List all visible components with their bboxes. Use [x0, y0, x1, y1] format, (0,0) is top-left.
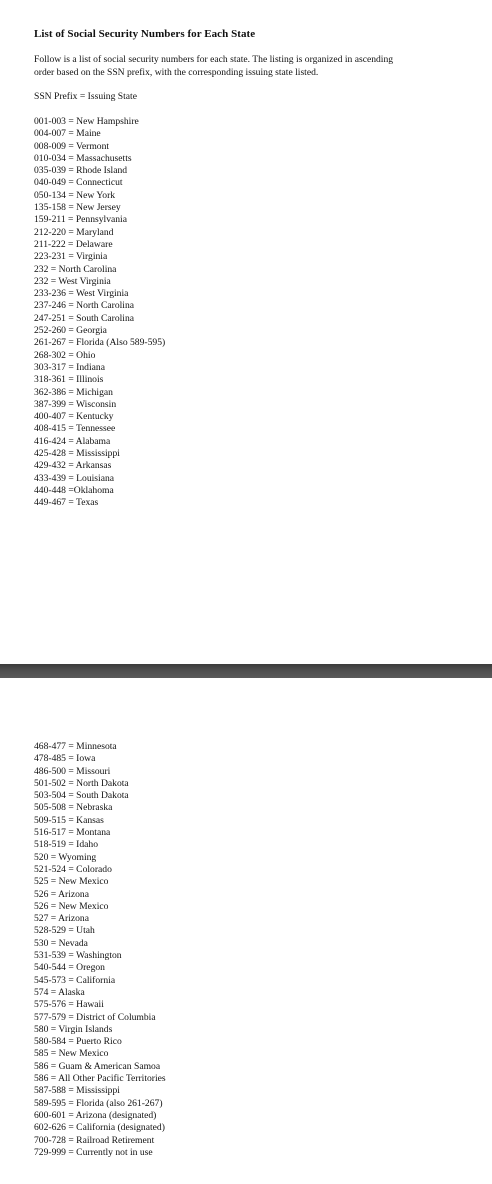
page-separator [0, 664, 492, 678]
ssn-entry: 408-415 = Tennessee [34, 423, 116, 435]
ssn-entry: 425-428 = Mississippi [34, 448, 120, 460]
ssn-entry: 247-251 = South Carolina [34, 312, 135, 324]
ssn-entry: 729-999 = Currently not in use [34, 1146, 153, 1158]
ssn-entry: 440-448 =Oklahoma [34, 484, 114, 496]
ssn-entry: 545-573 = California [34, 974, 116, 986]
ssn-entry: 001-003 = New Hampshire [34, 116, 139, 127]
ssn-entry: 518-519 = Idaho [34, 839, 99, 851]
ssn-entry: 433-439 = Louisiana [34, 472, 115, 484]
ssn-entry: 429-432 = Arkansas [34, 460, 112, 472]
ssn-entry: 589-595 = Florida (also 261-267) [34, 1097, 163, 1109]
ssn-entry: 540-544 = Oregon [34, 962, 105, 974]
ssn-entry: 580 = Virgin Islands [34, 1023, 113, 1035]
ssn-prefix-list-page-2 [34, 741, 166, 1159]
ssn-entry: 159-211 = Pennsylvania [34, 214, 127, 226]
ssn-entry: 587-588 = Mississippi [34, 1085, 120, 1097]
ssn-entry: 252-260 = Georgia [34, 325, 107, 337]
ssn-entry: 700-728 = Railroad Retirement [34, 1134, 155, 1146]
ssn-entry: 503-504 = South Dakota [34, 790, 129, 802]
ssn-entry: 008-009 = Vermont [34, 140, 110, 152]
ssn-entry: 212-220 = Maryland [34, 226, 114, 238]
ssn-entry: 505-508 = Nebraska [34, 802, 113, 814]
ssn-entry: 318-361 = Illinois [34, 374, 104, 386]
ssn-entry: 577-579 = District of Columbia [34, 1011, 156, 1023]
ssn-entry: 528-529 = Utah [34, 925, 95, 937]
intro-line: Follow is a list of social security numbers for each state. The listing is organized in ascending [34, 54, 394, 65]
ssn-entry: 261-267 = Florida (Also 589-595) [34, 337, 166, 349]
ssn-prefix-list-page-1 [34, 116, 165, 510]
ssn-entry: 600-601 = Arizona (designated) [34, 1109, 157, 1121]
ssn-entry: 035-039 = Rhode Island [34, 165, 128, 177]
ssn-entry: 501-502 = North Dakota [34, 777, 129, 789]
ssn-entry: 004-007 = Maine [34, 128, 101, 140]
ssn-entry: 449-467 = Texas [34, 497, 99, 509]
ssn-entry: 400-407 = Kentucky [34, 411, 114, 423]
ssn-entry: 416-424 = Alabama [34, 435, 111, 447]
ssn-entry: 586 = Guam & American Samoa [34, 1060, 161, 1072]
ssn-entry: 211-222 = Delaware [34, 238, 113, 250]
ssn-entry: 050-134 = New York [34, 189, 116, 201]
ssn-entry: 530 = Nevada [34, 937, 88, 949]
ssn-entry: 303-317 = Indiana [34, 361, 105, 373]
ssn-entry: 526 = New Mexico [34, 900, 109, 912]
key-heading: SSN Prefix = Issuing State [34, 91, 137, 102]
ssn-entry: 268-302 = Ohio [34, 349, 96, 361]
ssn-entry: 237-246 = North Carolina [34, 300, 134, 312]
ssn-entry: 486-500 = Missouri [34, 765, 111, 777]
ssn-entry: 586 = All Other Pacific Territories [34, 1073, 166, 1085]
ssn-entry: 478-485 = Iowa [34, 753, 96, 765]
ssn-entry: 040-049 = Connecticut [34, 177, 123, 189]
ssn-entry: 526 = Arizona [34, 888, 89, 900]
ssn-entry: 362-386 = Michigan [34, 386, 113, 398]
ssn-entry: 233-236 = West Virginia [34, 288, 129, 300]
intro-line: order based on the SSN prefix, with the corresponding issuing state listed. [34, 66, 319, 78]
ssn-entry: 520 = Wyoming [34, 851, 97, 863]
document-page-2 [0, 678, 492, 1184]
ssn-entry: 602-626 = California (designated) [34, 1122, 165, 1134]
ssn-entry: 531-539 = Washington [34, 950, 122, 962]
ssn-entry: 580-584 = Puerto Rico [34, 1036, 122, 1048]
ssn-entry: 585 = New Mexico [34, 1048, 109, 1060]
ssn-entry: 521-524 = Colorado [34, 863, 112, 875]
ssn-entry: 509-515 = Kansas [34, 814, 104, 826]
ssn-entry: 525 = New Mexico [34, 876, 109, 888]
ssn-entry: 527 = Arizona [34, 913, 89, 925]
ssn-entry: 468-477 = Minnesota [34, 741, 117, 752]
ssn-entry: 010-034 = Massachusetts [34, 152, 132, 164]
ssn-entry: 232 = West Virginia [34, 275, 111, 287]
ssn-entry: 232 = North Carolina [34, 263, 117, 275]
document-title: List of Social Security Numbers for Each State [34, 28, 256, 40]
intro-paragraph [34, 54, 454, 79]
ssn-entry: 135-158 = New Jersey [34, 202, 121, 214]
ssn-entry: 516-517 = Montana [34, 827, 111, 839]
ssn-entry: 575-576 = Hawaii [34, 999, 104, 1011]
ssn-entry: 387-399 = Wisconsin [34, 398, 117, 410]
ssn-entry: 223-231 = Virginia [34, 251, 108, 263]
ssn-entry: 574 = Alaska [34, 986, 85, 998]
